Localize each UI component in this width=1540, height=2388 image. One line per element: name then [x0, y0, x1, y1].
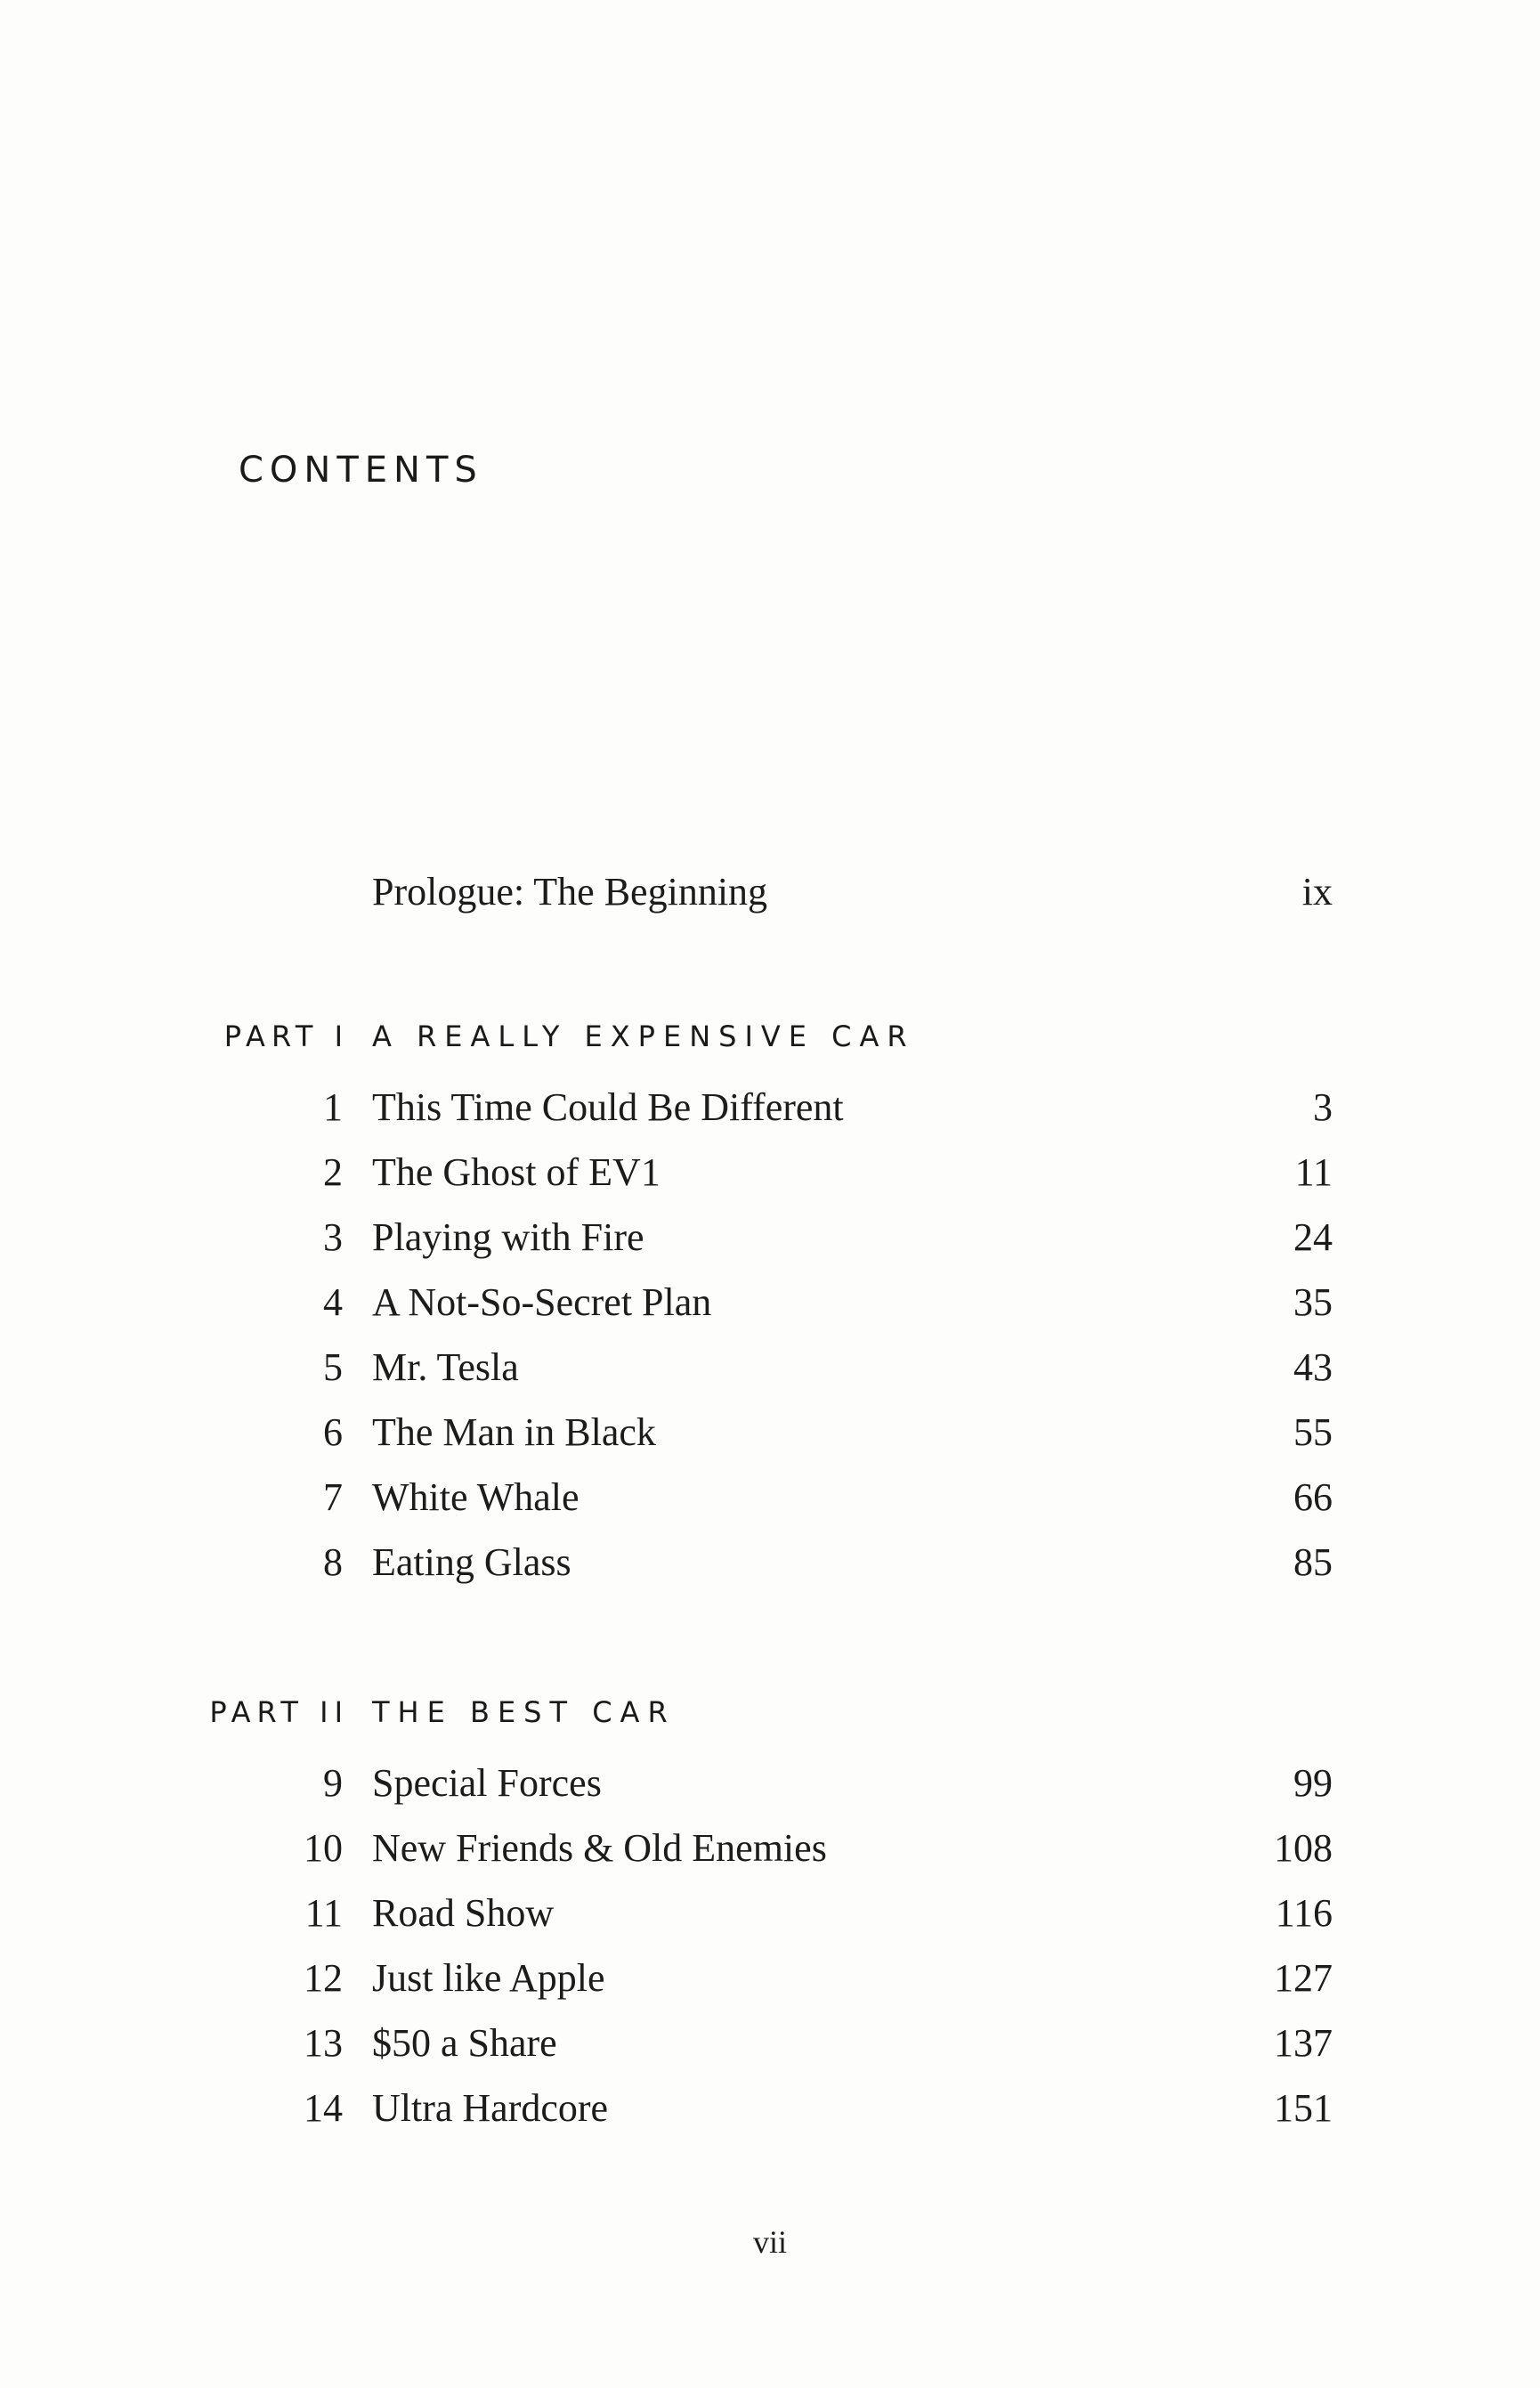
- chapter-number: 7: [323, 1475, 343, 1519]
- chapter-number: 5: [323, 1345, 343, 1389]
- chapter-page-number: 35: [1293, 1280, 1333, 1324]
- toc-entry[interactable]: [0, 2012, 1540, 2075]
- chapter-title: A Not-So-Secret Plan: [372, 1280, 712, 1324]
- chapter-page-number: 99: [1293, 1761, 1333, 1805]
- chapter-number: 11: [304, 1891, 343, 1935]
- part-title: A REALLY EXPENSIVE CAR: [372, 1019, 915, 1053]
- chapter-number: 12: [304, 1956, 343, 2000]
- chapter-page-number: 24: [1293, 1215, 1333, 1259]
- chapter-title: New Friends & Old Enemies: [372, 1826, 827, 1870]
- page-title: CONTENTS: [239, 450, 483, 491]
- chapter-number: 2: [323, 1150, 343, 1194]
- chapter-page-number: 43: [1293, 1345, 1333, 1389]
- chapter-page-number: 85: [1293, 1540, 1333, 1584]
- chapter-page-number: 151: [1274, 2086, 1333, 2130]
- toc-entry[interactable]: [0, 2077, 1540, 2140]
- chapter-number: 13: [304, 2021, 343, 2065]
- toc-entry[interactable]: [0, 1271, 1540, 1334]
- toc-entry[interactable]: [0, 1531, 1540, 1594]
- toc-entry[interactable]: [0, 1336, 1540, 1399]
- chapter-page-number: 108: [1274, 1826, 1333, 1870]
- chapter-title: The Man in Black: [372, 1410, 656, 1454]
- chapter-number: 10: [304, 1826, 343, 1870]
- toc-entry[interactable]: [0, 1206, 1540, 1269]
- chapter-title: The Ghost of EV1: [372, 1150, 661, 1194]
- part-label: PART II: [209, 1695, 349, 1729]
- chapter-page-number: 55: [1293, 1410, 1333, 1454]
- chapter-title: This Time Could Be Different: [372, 1085, 844, 1129]
- toc-entry-prologue[interactable]: [0, 861, 1540, 923]
- entry-page-number: ix: [1301, 870, 1333, 914]
- chapter-page-number: 11: [1294, 1150, 1333, 1194]
- chapter-number: 14: [304, 2086, 343, 2130]
- toc-entry[interactable]: [0, 1882, 1540, 1945]
- toc-entry[interactable]: [0, 1466, 1540, 1529]
- toc-entry[interactable]: [0, 1817, 1540, 1880]
- chapter-title: Road Show: [372, 1891, 555, 1935]
- chapter-number: 8: [323, 1540, 343, 1584]
- chapter-title: Just like Apple: [372, 1956, 605, 2000]
- toc-entry[interactable]: [0, 1141, 1540, 1204]
- chapter-page-number: 116: [1275, 1891, 1333, 1935]
- chapter-title: Eating Glass: [372, 1540, 571, 1584]
- chapter-number: 6: [323, 1410, 343, 1454]
- chapter-title: Special Forces: [372, 1761, 602, 1805]
- part-label: PART I: [223, 1019, 349, 1053]
- part-heading: [0, 1005, 1540, 1068]
- chapter-title: Mr. Tesla: [372, 1345, 519, 1389]
- chapter-title: Playing with Fire: [372, 1215, 644, 1259]
- chapter-number: 4: [323, 1280, 343, 1324]
- toc-entry[interactable]: [0, 1401, 1540, 1464]
- chapter-title: $50 a Share: [372, 2021, 557, 2065]
- chapter-number: 1: [323, 1085, 343, 1129]
- page-folio: vii: [752, 2224, 787, 2260]
- chapter-page-number: 66: [1293, 1475, 1333, 1519]
- chapter-title: Ultra Hardcore: [372, 2086, 609, 2130]
- toc-entry[interactable]: [0, 1947, 1540, 2010]
- chapter-page-number: 127: [1274, 1956, 1333, 2000]
- chapter-title: White Whale: [372, 1475, 580, 1519]
- chapter-page-number: 137: [1274, 2021, 1333, 2065]
- part-title: THE BEST CAR: [372, 1695, 676, 1729]
- toc-entry[interactable]: [0, 1752, 1540, 1815]
- chapter-number: 3: [323, 1215, 343, 1259]
- toc-entry[interactable]: [0, 1076, 1540, 1139]
- chapter-page-number: 3: [1313, 1085, 1333, 1129]
- entry-title: Prologue: The Beginning: [372, 870, 768, 914]
- chapter-number: 9: [323, 1761, 343, 1805]
- part-heading: [0, 1681, 1540, 1743]
